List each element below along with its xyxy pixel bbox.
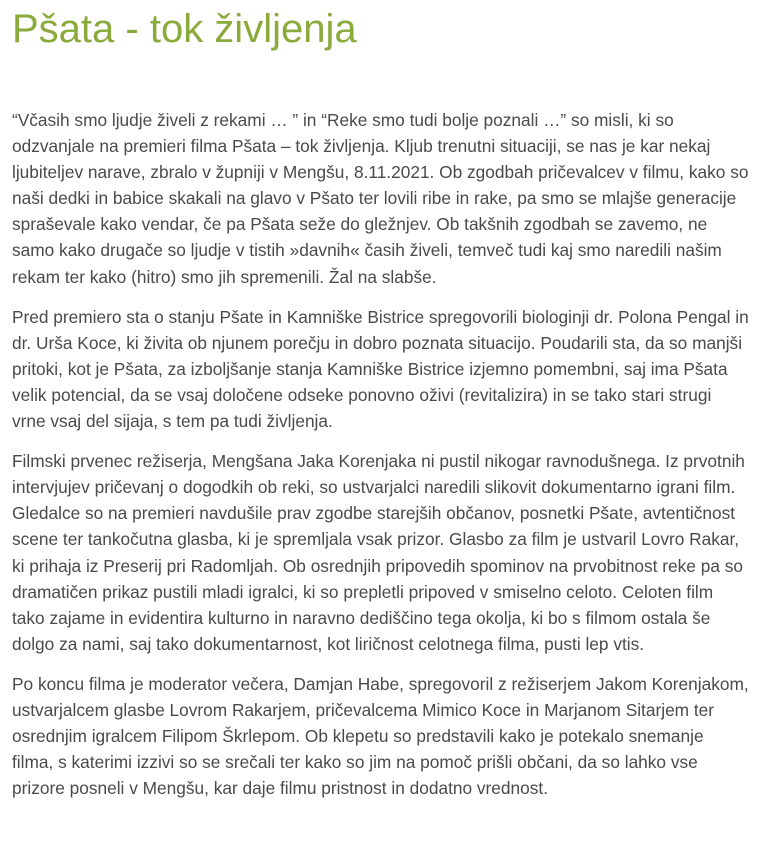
article-paragraph: Filmski prvenec režiserja, Mengšana Jaka Korenjaka ni pustil nikogar ravnodušnega. Iz prvotnih intervjujev pričevanj o dogodkih ob reki, so ustvarjalci naredili slikovit dokumentarno igrani film. Gledalce so na premieri navdušile prav zgodbe starejših občanov, posnetki Pšate, avtentičnost scene ter tankočutna glasba, ki je spremljala vsak prizor. Glasbo za film je ustvaril Lovro Rakar, ki prihaja iz Preserij pri Radomljah. Ob osrednjih pripovedih spominov na prvobitnost reke pa so dramatičen prikaz pustili mladi igralci, ki so prepletli pripoved v smiselno celoto. Celoten film tako zajame in evidentira kulturno in naravno dediščino tega okolja, ki bo s filmom ostala še dolgo za nami, saj tako dokumentarnost, kot liričnost celotnega filma, pusti lep vtis. <box>12 451 745 654</box>
page-title: Pšata - tok življenja <box>12 7 357 51</box>
article-body <box>12 107 749 801</box>
article-paragraph: “Včasih smo ljudje živeli z rekami … ” in “Reke smo tudi bolje poznali …” so misli, ki so odzvanjale na premieri filma Pšata – tok življenja. Kljub trenutni situaciji, se nas je kar nekaj ljubiteljev narave, zbralo v župniji v Mengšu, 8.11.2021. Ob zgodbah pričevalcev v filmu, kako so naši dedki in babice skakali na glavo v Pšato ter lovili ribe in rake, pa smo se mlajše generacije spraševale kako vendar, če pa Pšata seže do gležnjev. Ob takšnih zgodbah se zavemo, ne samo kako drugače so ljudje v tistih »davnih« časih živeli, temveč tudi kaj smo naredili našim rekam ter kako (hitro) smo jih spremenili. Žal na slabše. <box>12 110 749 287</box>
article-paragraph: Po koncu filma je moderator večera, Damjan Habe, spregovoril z režiserjem Jakom Korenjakom, ustvarjalcem glasbe Lovrom Rakarjem, pričevalcema Mimico Koce in Marjanom Sitarjem ter osrednjim igralcem Filipom Škrlepom. Ob klepetu so predstavili kako je potekalo snemanje filma, s katerimi izzivi so se srečali ter kako so jim na pomoč prišli občani, da so lahko vse prizore posneli v Mengšu, kar daje filmu pristnost in dodatno vrednost. <box>12 673 749 799</box>
article <box>12 0 749 815</box>
article-paragraph: Pred premiero sta o stanju Pšate in Kamniške Bistrice spregovorili biologinji dr. Polona Pengal in dr. Urša Koce, ki živita ob njunem porečju in dobro poznata situacijo. Poudarili sta, da so manjši pritoki, kot je Pšata, za izboljšanje stanja Kamniške Bistrice izjemno pomembni, saj ima Pšata velik potencial, da se vsaj določene odseke ponovno oživi (revitalizira) in se tako stari strugi vrne vsaj del sijaja, s tem pa tudi življenja. <box>12 306 749 432</box>
